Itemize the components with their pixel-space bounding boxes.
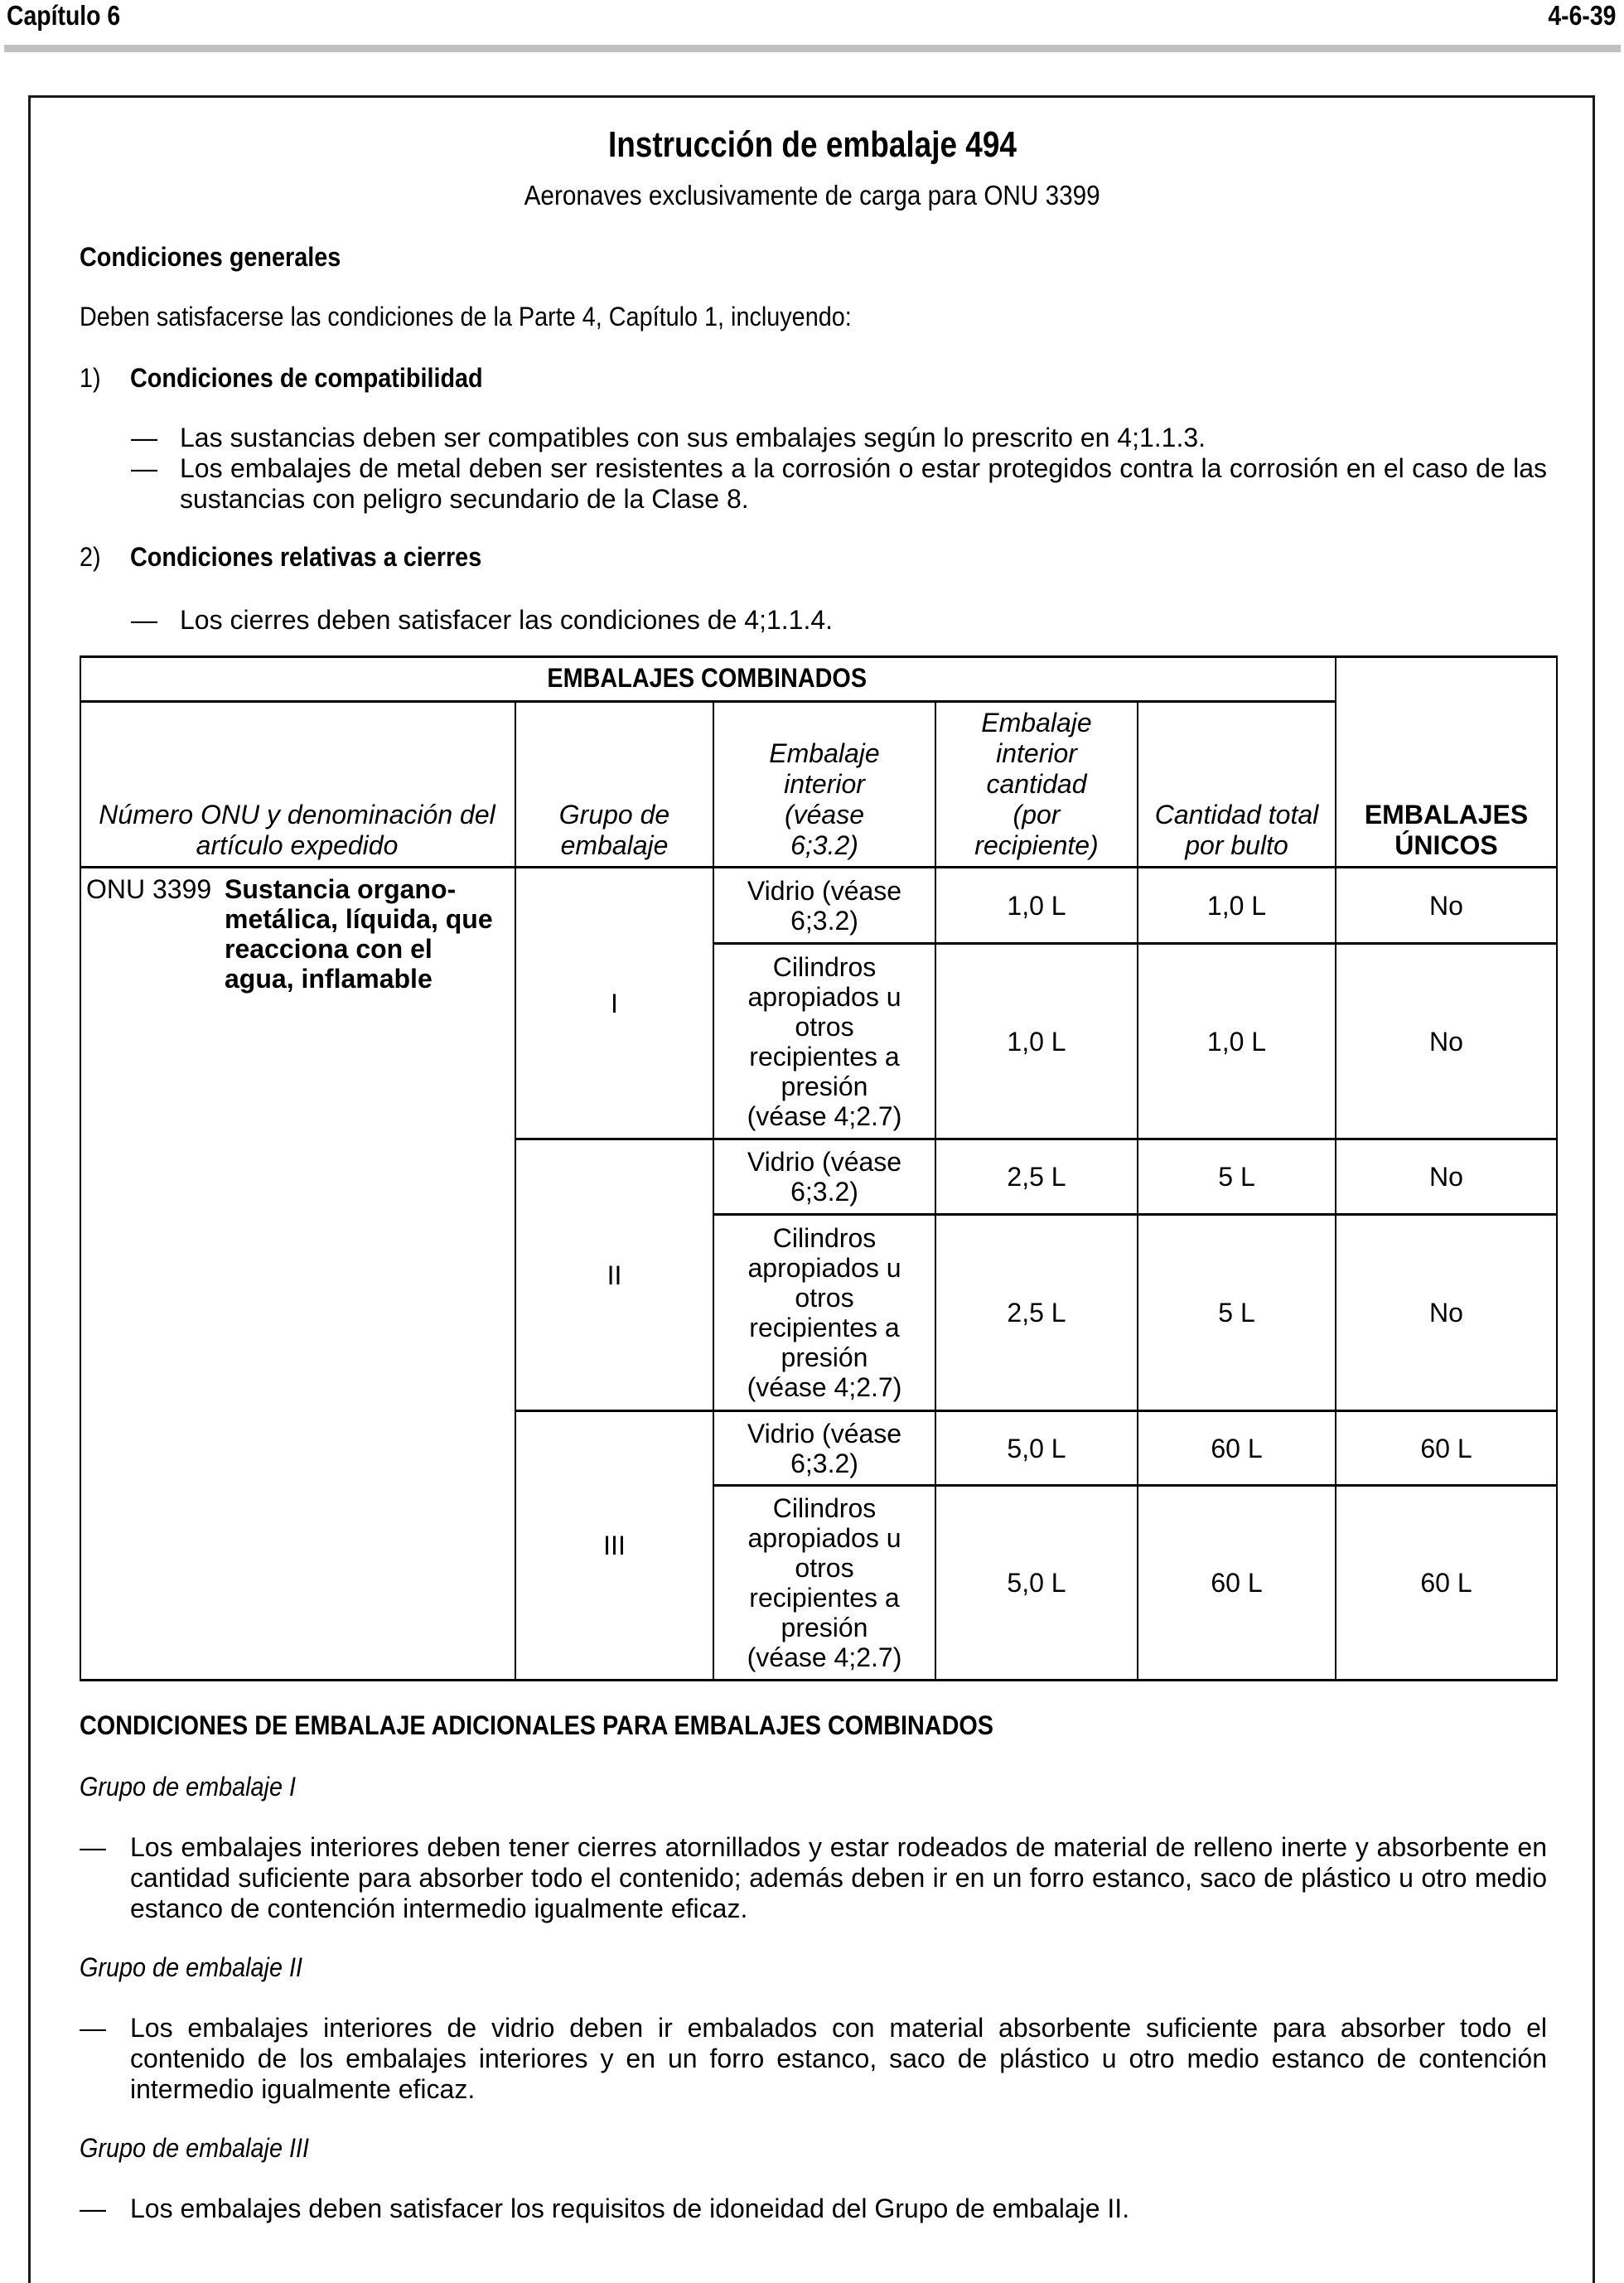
col-header-total-per-package: Cantidad total por bulto — [1154, 800, 1319, 860]
inner-packaging: Cilindros apropiados u otros recipientes a presión (véase 4;2.7) — [747, 951, 902, 1131]
qty-per-receptacle: 1,0 L — [1007, 890, 1066, 921]
col-header-inner: Embalaje interior (véase 6;3.2) — [769, 738, 880, 860]
single-packaging: 60 L — [1420, 1433, 1472, 1463]
table-border-right — [1556, 655, 1558, 1681]
col-header-group: Grupo de embalaje — [558, 800, 670, 860]
col-header-un-name: Número ONU y denominación del artículo expedido — [99, 800, 495, 860]
dash-bullet: — — [131, 453, 157, 483]
dash-bullet: — — [80, 1832, 106, 1862]
total-per-package: 5 L — [1218, 1298, 1255, 1328]
single-packaging: No — [1429, 890, 1463, 921]
section-2-item-1: Los cierres deben satisfacer las condiciones de 4;1.1.4. — [180, 605, 834, 635]
inner-packaging: Vidrio (véase 6;3.2) — [747, 1418, 902, 1478]
group-header-text: EMBALAJES COMBINADOS — [547, 663, 868, 693]
group-i-text: Los embalajes interiores deben tener cierres atornillados y estar rodeados de material de relleno inerte y absorbente en cantidad suficiente para absorber todo el contenido; además deben ir en un forro estanco, saco de plástico u otro medio estanco de contención intermedio igualmente eficaz. — [130, 1832, 1547, 1923]
col-header-single-packagings: EMBALAJES ÚNICOS — [1364, 800, 1529, 860]
page-subtitle — [0, 180, 1624, 211]
single-packaging: No — [1429, 1298, 1463, 1328]
col-header-qty-per-receptacle: Embalaje interior cantidad (por recipiente) — [974, 708, 1099, 860]
dash-bullet: — — [131, 423, 157, 452]
qty-per-receptacle: 2,5 L — [1007, 1162, 1066, 1192]
general-conditions-heading: Condiciones generales — [80, 242, 341, 272]
total-per-package: 60 L — [1211, 1433, 1263, 1463]
section-2-heading: Condiciones relativas a cierres — [130, 542, 482, 572]
inner-packaging: Vidrio (véase 6;3.2) — [747, 875, 902, 936]
packing-group-iii: III — [603, 1531, 626, 1560]
un-number: ONU 3399 — [86, 874, 212, 904]
dash-bullet: — — [80, 2013, 106, 2043]
total-per-package: 1,0 L — [1206, 890, 1267, 921]
inner-packaging: Cilindros apropiados u otros recipientes a presión (véase 4;2.7) — [747, 1493, 902, 1672]
single-packaging: No — [1429, 1026, 1463, 1057]
group-ii-text: Los embalajes interiores de vidrio deben ir embalados con material absorbente suficiente para absorber todo el contenido de los embalajes interiores y en un forro estanco, saco de plástico u otro medio estanco de contención intermedio igualmente eficaz. — [130, 2013, 1547, 2104]
page-number: 4-6-39 — [1547, 0, 1616, 31]
group-iii-label: Grupo de embalaje III — [80, 2133, 309, 2163]
dash-bullet: — — [80, 2194, 106, 2223]
group-i-label: Grupo de embalaje I — [80, 1772, 296, 1802]
group-ii-label: Grupo de embalaje II — [80, 1952, 302, 1982]
group-iii-text: Los embalajes deben satisfacer los requisitos de idoneidad del Grupo de embalaje II. — [130, 2194, 1130, 2223]
packing-group-i: I — [611, 988, 618, 1018]
section-1-heading: Condiciones de compatibilidad — [130, 363, 483, 393]
qty-per-receptacle: 5,0 L — [1007, 1433, 1066, 1463]
single-packaging: 60 L — [1420, 1568, 1472, 1598]
dash-bullet: — — [131, 605, 157, 635]
qty-per-receptacle: 5,0 L — [1007, 1568, 1066, 1598]
inner-packaging: Cilindros apropiados u otros recipientes a presión (véase 4;2.7) — [747, 1223, 902, 1402]
general-intro: Deben satisfacerse las condiciones de la Parte 4, Capítulo 1, incluyendo: — [80, 302, 852, 331]
qty-per-receptacle: 1,0 L — [1007, 1026, 1066, 1057]
header-rule — [4, 45, 1621, 52]
total-per-package: 5 L — [1218, 1162, 1255, 1192]
page-subtitle-text: Aeronaves exclusivamente de carga para ONU 3399 — [524, 180, 1100, 210]
section-2-number: 2) — [80, 542, 101, 572]
packing-table — [80, 655, 1558, 1681]
inner-packaging: Vidrio (véase 6;3.2) — [747, 1147, 902, 1207]
total-per-package: 1,0 L — [1206, 1026, 1267, 1057]
chapter-label: Capítulo 6 — [7, 0, 121, 31]
single-packaging: No — [1429, 1162, 1463, 1192]
page-title-text: Instrucción de embalaje 494 — [607, 124, 1017, 165]
additional-conditions-heading: CONDICIONES DE EMBALAJE ADICIONALES PARA EMBALAJES COMBINADOS — [80, 1710, 994, 1740]
section-1-number: 1) — [80, 363, 101, 393]
total-per-package: 60 L — [1211, 1568, 1263, 1598]
substance-name: Sustancia organo-metálica, líquida, que reacciona con el agua, inflamable — [225, 874, 493, 994]
section-1-item-2: Los embalajes de metal deben ser resistentes a la corrosión o estar protegidos contra la corrosión en el caso de las sustancias con peligro secundario de la Clase 8. — [180, 453, 1547, 514]
page-title — [0, 124, 1624, 166]
section-1-item-1: Las sustancias deben ser compatibles con sus embalajes según lo prescrito en 4;1.1.3. — [180, 423, 1206, 452]
group-header — [80, 655, 1335, 700]
qty-per-receptacle: 2,5 L — [1007, 1298, 1066, 1328]
packing-group-ii: II — [607, 1260, 622, 1290]
